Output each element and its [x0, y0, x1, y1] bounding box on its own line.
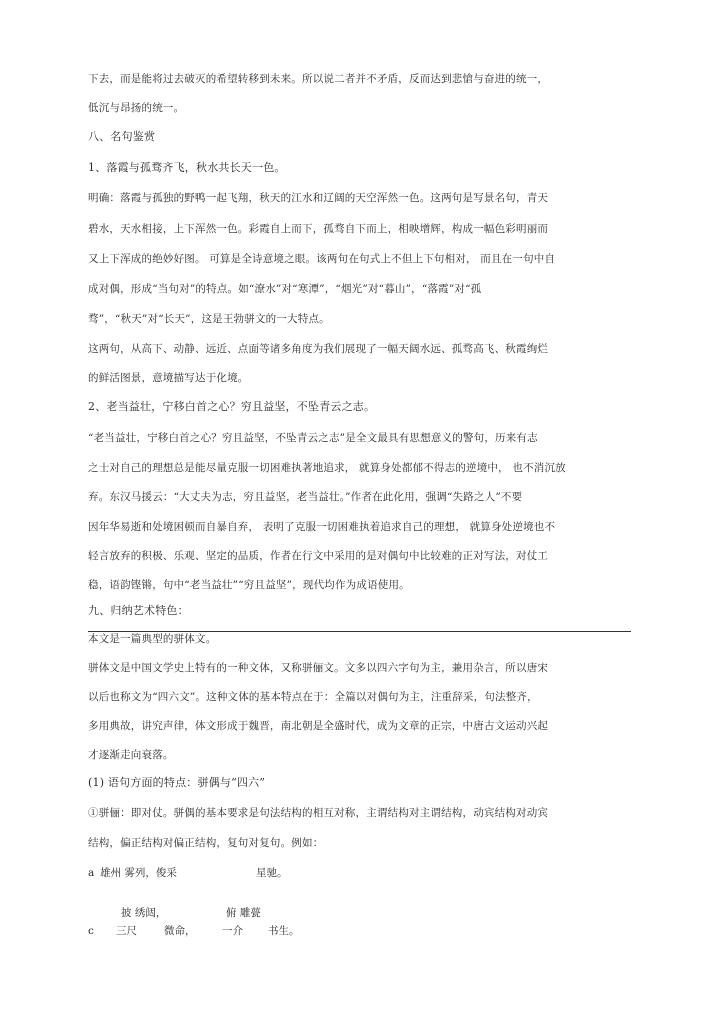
- paragraph-line: 骛”，“秋天”对“长天”，这是王勃骈文的一大特点。: [88, 313, 330, 325]
- subheading: (1) 语句方面的特点：骈偶与“四六”: [88, 776, 266, 789]
- paragraph-line: 以后也称文为“四六文”。这种文体的基本特点在于：全篇以对偶句为主，注重辞采，句法整齐，: [88, 691, 538, 703]
- paragraph-line: 之士对自己的理想总是能尽量克服一切困难执著地追求， 就算身处都郁不得志的逆境中， 也不消沉放: [88, 462, 566, 474]
- paragraph-line: “老当益壮，宁移白首之心？穷且益坚，不坠青云之志”是全文最具有思想意义的警句，历来有志: [88, 432, 538, 444]
- paragraph-line: 下去，而是能将过去破灭的希望转移到未来。所以说二者并不矛盾，反而达到悲愴与奋进的统一，: [88, 73, 549, 85]
- paragraph-line: 弃。东汉马援云：“大丈夫为志，穷且益坚，老当益壮。”作者在此化用，强调“失路之人”不要: [88, 491, 523, 503]
- example-label: c: [88, 925, 94, 937]
- section-heading: 九、归纳艺术特色：: [88, 604, 189, 617]
- paragraph-line: 低沉与昂扬的统一。: [88, 102, 185, 114]
- paragraph-line: 碧水，天水相接，上下浑然一色。彩霞自上而下，孤骛自下而上，相映增辉，构成一幅色彩明丽而: [88, 223, 549, 235]
- paragraph-line: 稳，语韵铿锵，句中“老当益壮”“穷且益坚”，现代均作为成语使用。: [88, 579, 410, 591]
- paragraph-line: 明确：落霞与孤独的野鸭一起飞翔，秋天的江水和辽阔的天空浑然一色。这两句是写景名句，青天: [88, 192, 549, 204]
- paragraph-line: 多用典故，讲究声律，体文形成于魏晋，南北朝是全盛时代，成为文章的正宗，中唐古文运动兴起: [88, 720, 549, 732]
- paragraph-line: 骈体文是中国文学史上特有的一种文体，又称骈俪文。文多以四六字句为主，兼用杂言，所以唐宋: [88, 662, 549, 674]
- paragraph-line: 才逐渐走向衰落。: [88, 749, 174, 761]
- example-text: 三尺: [116, 925, 137, 937]
- example-text: 雄州 雾列，俊采: [100, 867, 177, 879]
- example-label: a: [88, 867, 95, 879]
- paragraph-line: 这两句，从高下、动静、远近、点面等诸多角度为我们展现了一幅天阔水远、孤骛高飞、秋霞绚烂: [88, 343, 549, 355]
- subheading: 1、落霞与孤骛齐飞，秋水共长天一色。: [88, 161, 286, 174]
- example-text: 俯 雕甍: [226, 907, 261, 919]
- paragraph-line: 成对偶，形成“当句对”的特点。如“潦水”对“寒潭”，“烟光”对“暮山”，“落霞”对“孤: [88, 283, 482, 295]
- paragraph-line: ①骈俪：即对仗。骈偶的基本要求是句法结构的相互对称，主谓结构对主谓结构，动宾结构对动宾: [88, 807, 549, 819]
- paragraph-line: 本文是一篇典型的骈体文。: [88, 633, 217, 645]
- paragraph-line: 因年华易逝和处境困顿而自暴自弃， 表明了克服一切困难执着追求自己的理想， 就算身处逆境也不: [88, 521, 556, 533]
- example-text: 一介: [222, 925, 243, 937]
- section-heading: 八、名句鉴赏: [88, 130, 156, 143]
- paragraph-line: 的鲜活图景，意境描写达于化境。: [88, 372, 249, 384]
- paragraph-line: 轻言放弃的积极、乐观、坚定的品质，作者在行文中采用的是对偶句中比较难的正对写法，对仗工: [88, 550, 549, 562]
- example-text: 披 绣闼，: [121, 907, 167, 919]
- paragraph-line: 又上下浑成的绝妙好图。 可算是全诗意境之眼。该两句在句式上不但上下句相对， 而且在一句中自: [88, 253, 556, 265]
- paragraph-line: 结构，偏正结构对偏正结构，复句对复句。例如：: [88, 837, 324, 849]
- example-text: 书生。: [268, 925, 300, 937]
- example-text: 微命，: [164, 925, 196, 937]
- subheading: 2、老当益壮，宁移白首之心？穷且益坚，不坠青云之志。: [88, 400, 376, 413]
- example-text: 星驰。: [256, 867, 288, 879]
